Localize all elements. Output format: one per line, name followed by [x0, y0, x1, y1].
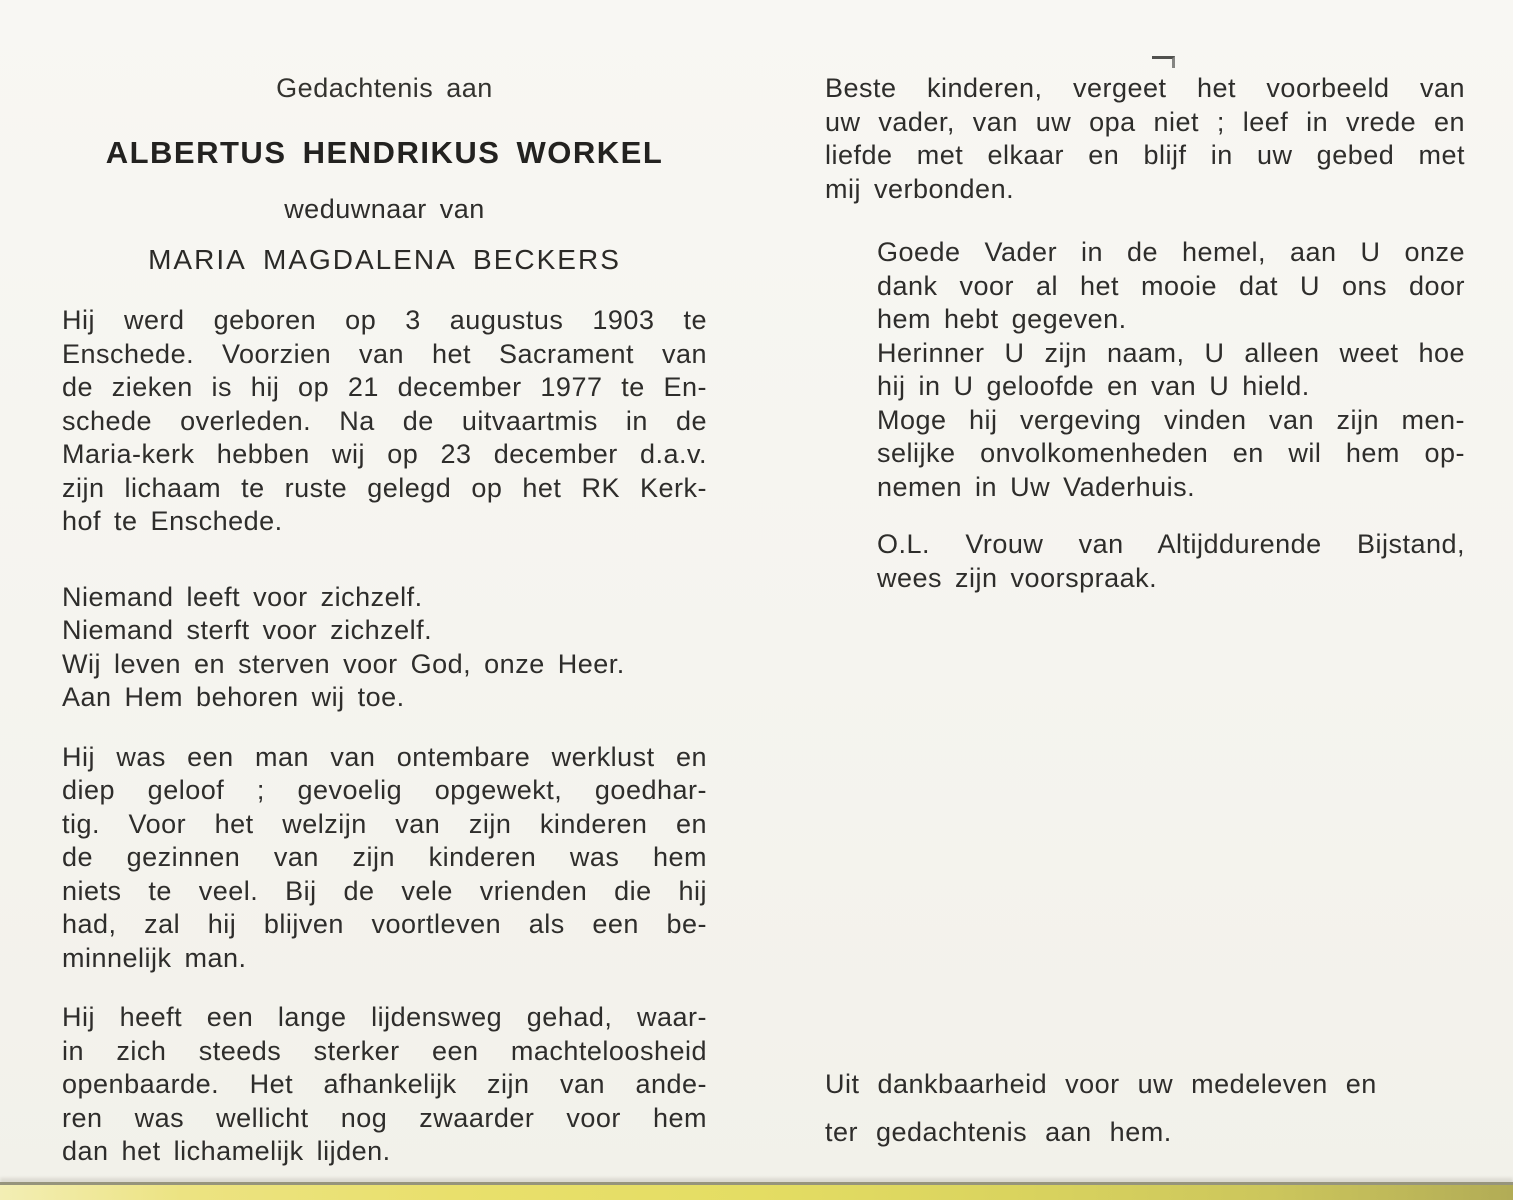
prayer-remember-paragraph: Herinner U zijn naam, U alleen weet hoe hij in U geloofde en van U hield. [877, 337, 1465, 401]
intercession-paragraph: O.L. Vrouw van Altijddurende Bijstand, wees zijn voorspraak. [877, 529, 1465, 593]
deceased-name: ALBERTUS HENDRIKUS WORKEL [105, 134, 664, 170]
memorial-left-page [62, 72, 707, 1169]
scan-artifact-mark [1152, 56, 1175, 68]
prayer-forgiveness-paragraph: Moge hij vergeving vinden van zijn men- selijke onvolkomenheden en wil hem op- nemen in Uw Vaderhuis. [877, 404, 1465, 502]
prayer-thanks-paragraph: Goede Vader in de hemel, aan U onze dank voor al het mooie dat U ons door hem hebt gegeven. [877, 237, 1465, 334]
spouse-name: MARIA MAGDALENA BECKERS [148, 243, 621, 275]
reflection-paragraph: Niemand leeft voor zichzelf. Niemand sterft voor zichzelf. Wij leven en sterven voor God, onze Heer. Aan Hem behoren wij toe. [62, 581, 625, 712]
memorial-right-page [825, 72, 1465, 1156]
character-paragraph: Hij was een man van ontembare werklust en diep geloof ; gevoelig opgewekt, goedhar- tig. Voor het welzijn van zijn kinderen en de gezinnen van zijn kinderen was hem niets te veel. Bij de vele vrienden die hij had, zal hij blijven voortleven als een be- minnelijk man. [62, 741, 707, 973]
relation-text: weduwnaar van [284, 194, 485, 224]
scan-edge-strip [0, 1182, 1513, 1200]
message-to-children-paragraph: Beste kinderen, vergeet het voorbeeld van uw vader, van uw opa niet ; leef in vrede en liefde met elkaar en blijf in uw gebed met mij verbonden. [825, 73, 1465, 204]
dedication-text: Gedachtenis aan [276, 73, 493, 103]
prayer-section [825, 236, 1465, 504]
biography-paragraph: Hij werd geboren op 3 augustus 1903 te Enschede. Voorzien van het Sacrament van de zieken is hij op 21 december 1977 te En- schede overleden. Na de uitvaartmis in de Maria-kerk hebben wij op 23 december d.a.v. zijn lichaam te ruste gelegd op het RK Kerk- hof te Enschede. [62, 305, 707, 536]
suffering-paragraph: Hij heeft een lange lijdensweg gehad, waar- in zich steeds sterker een machteloosheid openbaarde. Het afhankelijk zijn van ande- ren was wellicht nog zwaarder voor hem dan het lichamelijk lijden. [62, 1002, 707, 1166]
gratitude-paragraph: Uit dankbaarheid voor uw medeleven en ter gedachtenis aan hem. [825, 1069, 1377, 1147]
